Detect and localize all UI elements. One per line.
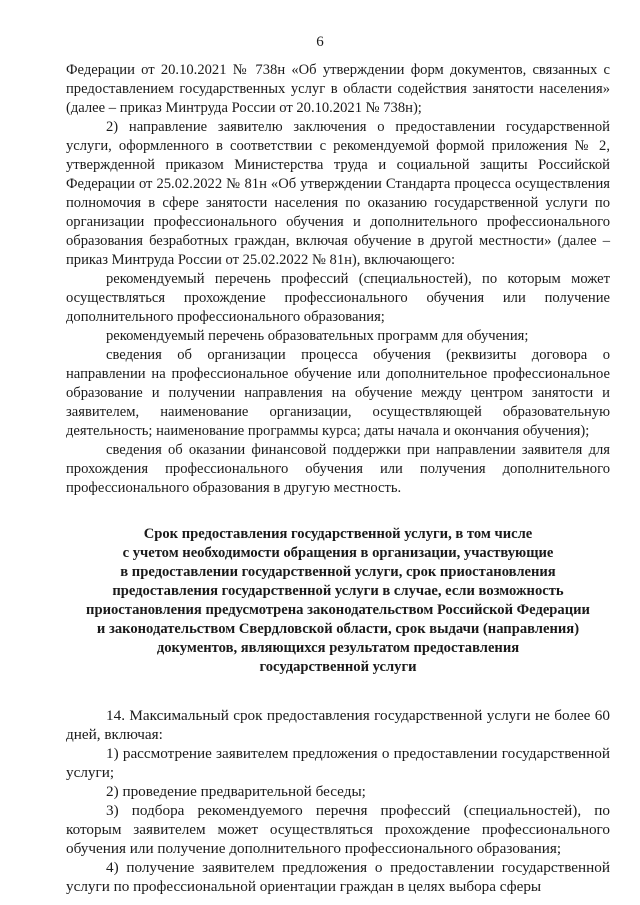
bottom-section bbox=[66, 706, 610, 896]
page-number: 6 bbox=[316, 34, 324, 50]
paragraph-training-info: сведения об организации процесса обучения (реквизиты договора о направлении на профессиональное обучение или дополнительное профессиональное образование и получении направления на обучение между центром занятости и заявителем, наименование организации, осуществляющей образовательную деятельность; наименование программы курса; даты начала и окончания обучения); bbox=[66, 347, 610, 439]
paragraph-sub-4: 4) получение заявителем предложения о предоставлении государственной услуги по профессиональной ориентации граждан в целях выбора сферы bbox=[66, 859, 610, 895]
paragraph-order-reference: Федерации от 20.10.2021 № 738н «Об утверждении форм документов, связанных с предоставлением государственных услуг в области содействия занятости населения» (далее – приказ Минтруда России от 20.10.2021 № 738н); bbox=[66, 62, 610, 116]
heading-line: с учетом необходимости обращения в организации, участвующие bbox=[122, 545, 554, 561]
heading-line: Срок предоставления государственной услуги, в том числе bbox=[143, 526, 533, 542]
document-body bbox=[66, 61, 610, 896]
heading-line: и законодательством Свердловской области, срок выдачи (направления) bbox=[96, 621, 580, 637]
paragraph-sub-2: 2) проведение предварительной беседы; bbox=[106, 783, 366, 800]
heading-line: в предоставлении государственной услуги, срок приостановления bbox=[120, 564, 556, 580]
heading-line: государственной услуги bbox=[259, 659, 417, 675]
heading-line: предоставления государственной услуги в случае, если возможность bbox=[112, 583, 564, 599]
heading-line: приостановления предусмотрена законодательством Российской Федерации bbox=[86, 602, 590, 618]
paragraph-programs-list: рекомендуемый перечень образовательных программ для обучения; bbox=[106, 328, 529, 344]
paragraph-professions-list: рекомендуемый перечень профессий (специальностей), по которым может осуществляться прохождение профессионального обучения или получение дополнительного профессионального образования; bbox=[66, 271, 610, 325]
paragraph-item-2: 2) направление заявителю заключения о предоставлении государственной услуги, оформленного в соответствии с рекомендуемой формой приложения № 2, утвержденной приказом Министерства труда и социальной защиты Российской Федерации от 25.02.2022 № 81н «Об утверждении Стандарта процесса осуществления полномочия в сфере занятости населения по оказанию государственной услуги по организации профессионального обучения и дополнительного профессионального образования безработных граждан, включая обучение в другой местности» (далее – приказ Минтруда России от 25.02.2022 № 81н), включающего: bbox=[66, 119, 610, 268]
paragraph-financial-support: сведения об оказании финансовой поддержки при направлении заявителя для прохождения профессионального обучения или получения дополнительного профессионального образования в другую местность. bbox=[66, 442, 610, 496]
paragraph-sub-3: 3) подбора рекомендуемого перечня профессий (специальностей), по которым заявителем может осуществляться прохождение профессионального обучения или получение дополнительного профессионального образования; bbox=[66, 802, 610, 857]
paragraph-sub-1: 1) рассмотрение заявителем предложения о предоставлении государственной услуги; bbox=[66, 745, 610, 781]
heading-line: документов, являющихся результатом предоставления bbox=[156, 640, 520, 656]
section-heading bbox=[66, 525, 610, 677]
paragraph-item-14: 14. Максимальный срок предоставления государственной услуги не более 60 дней, включая: bbox=[66, 707, 610, 743]
